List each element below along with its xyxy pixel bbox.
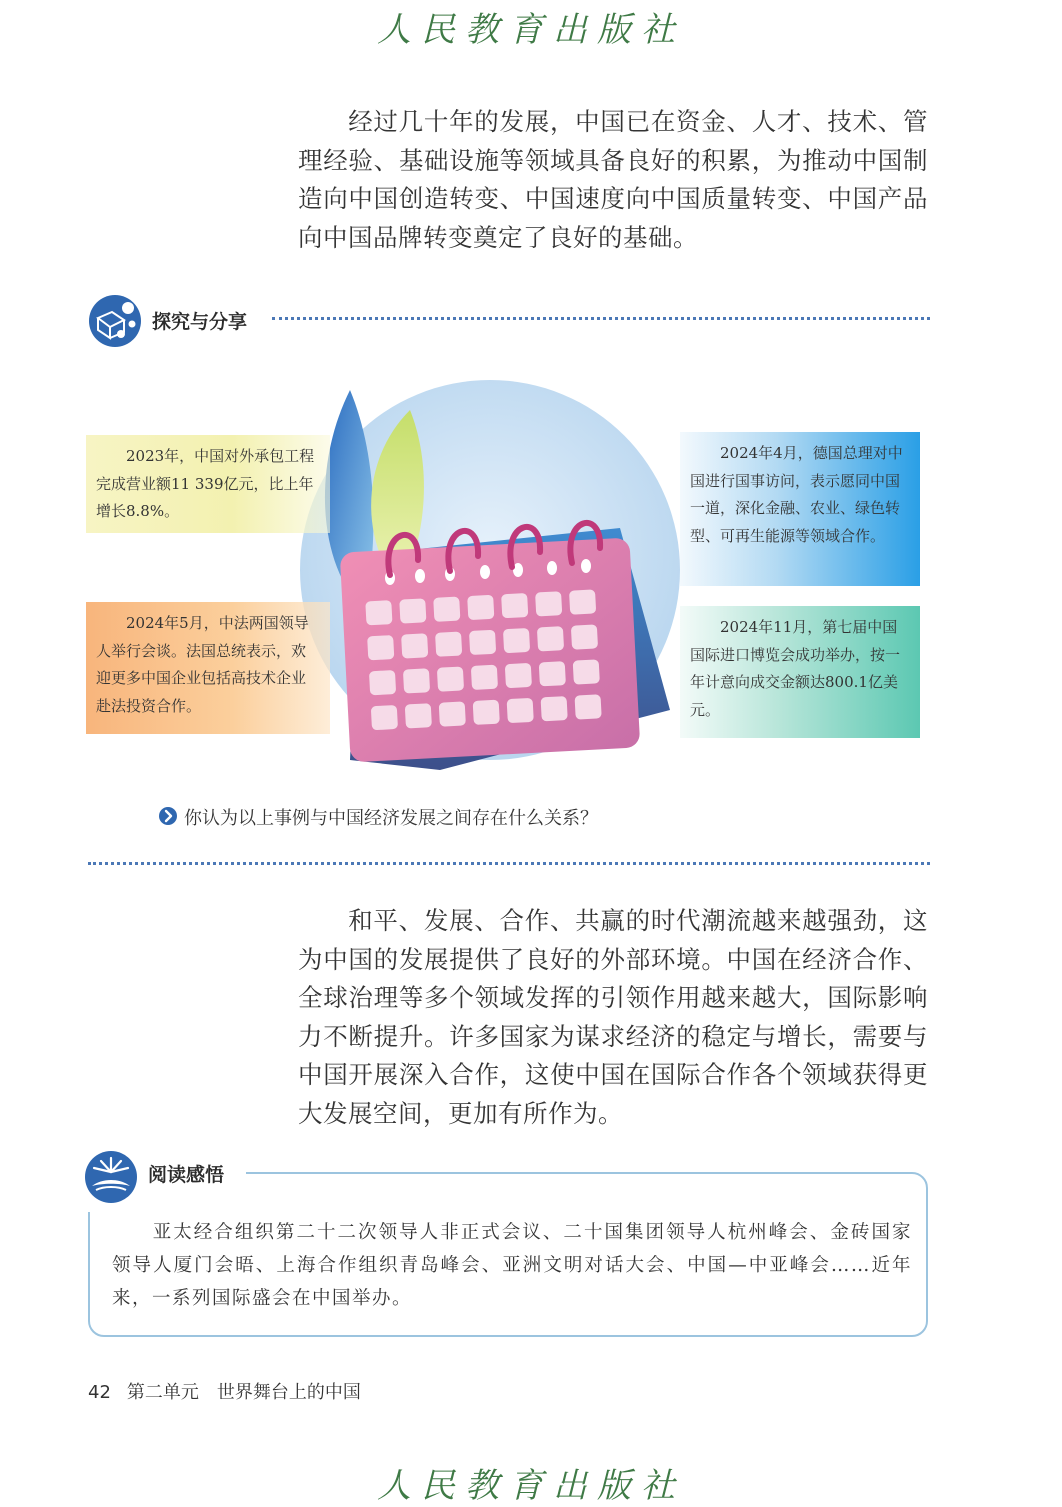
unit-label: 第二单元 xyxy=(126,1382,199,1403)
publisher-logo-top: 人民教育出版社 xyxy=(377,10,685,50)
info-card-france-text: 2024年5月，中法两国领导人举行会谈。法国总统表示，欢迎更多中国企业包括高技术企业赴法投资合作。 xyxy=(96,614,309,715)
info-card-germany xyxy=(680,432,920,586)
page-footer xyxy=(88,1378,361,1404)
explore-divider-top xyxy=(272,317,930,320)
publisher-logo-bottom: 人民教育出版社 xyxy=(377,1466,685,1506)
main-paragraph xyxy=(298,902,928,1133)
page-number: 42 xyxy=(88,1382,111,1403)
info-card-expo xyxy=(680,606,920,738)
question-arrow-icon xyxy=(158,806,178,826)
reading-text xyxy=(112,1216,912,1315)
reading-icon xyxy=(84,1150,138,1204)
calendar-illustration xyxy=(290,360,690,780)
intro-paragraph xyxy=(298,103,928,257)
info-card-expo-text: 2024年11月，第七届中国国际进口博览会成功举办，按一年计意向成交金额达800.1亿美元。 xyxy=(690,618,901,719)
main-paragraph-text: 和平、发展、合作、共赢的时代潮流越来越强劲，这为中国的发展提供了良好的外部环境。中国在经济合作、全球治理等多个领域发挥的引领作用越来越大，国际影响力不断提升。许多国家为谋求经济的稳定与增长，需要与中国开展深入合作，这使中国在国际合作各个领域获得更大发展空间，更加有所作为。 xyxy=(298,906,928,1128)
info-card-germany-text: 2024年4月，德国总理对中国进行国事访问，表示愿同中国一道，深化金融、农业、绿色转型、可再生能源等领域合作。 xyxy=(690,444,903,545)
info-card-france xyxy=(86,602,330,734)
explore-question: 你认为以上事例与中国经济发展之间存在什么关系？ xyxy=(184,808,598,829)
unit-title: 世界舞台上的中国 xyxy=(216,1382,361,1403)
info-card-contracting xyxy=(86,435,330,533)
reading-title: 阅读感悟 xyxy=(148,1164,225,1186)
info-card-contracting-text: 2023年，中国对外承包工程完成营业额11 339亿元，比上年增长8.8%。 xyxy=(96,447,315,520)
intro-paragraph-text: 经过几十年的发展，中国已在资金、人才、技术、管理经验、基础设施等领域具备良好的积累，为推动中国制造向中国创造转变、中国速度向中国质量转变、中国产品向中国品牌转变奠定了良好的基础。 xyxy=(298,107,928,252)
explore-icon xyxy=(88,294,142,348)
explore-divider-bottom xyxy=(88,862,930,865)
reading-text-content: 亚太经合组织第二十二次领导人非正式会议、二十国集团领导人杭州峰会、金砖国家领导人厦门会晤、上海合作组织青岛峰会、亚洲文明对话大会、中国—中亚峰会……近年来，一系列国际盛会在中国举办。 xyxy=(112,1222,912,1309)
explore-title: 探究与分享 xyxy=(152,311,248,333)
